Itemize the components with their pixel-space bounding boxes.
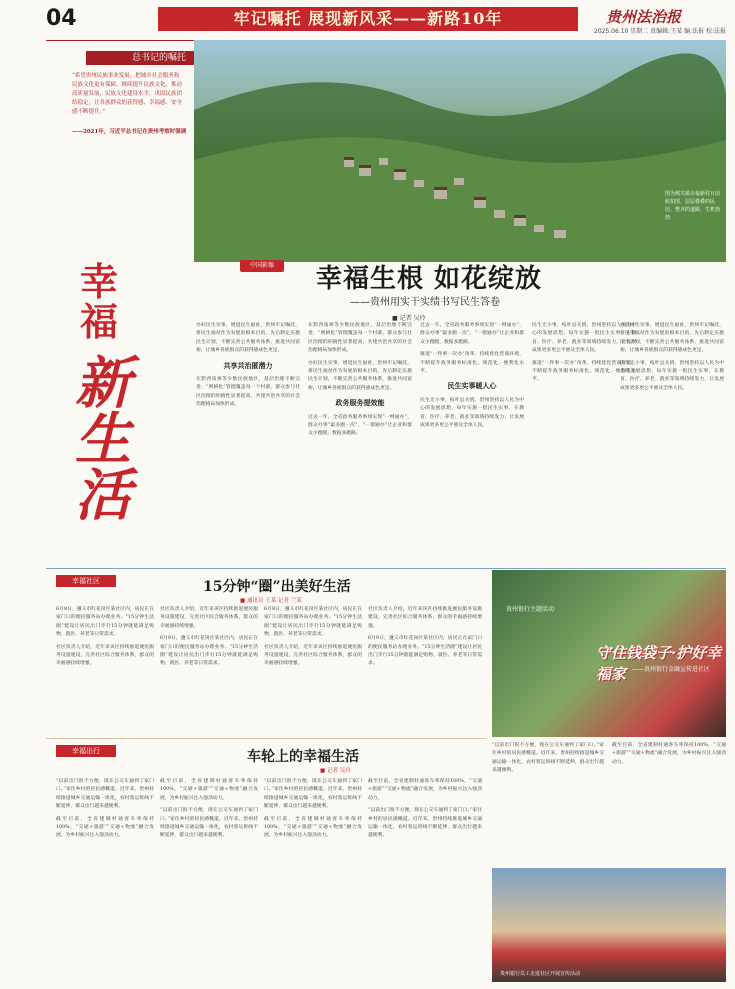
article3-para: 截至目前，全省建制村通客车率保持100%，“交通+旅游”“交通+物流”融合发展，为乡村振兴注入强劲动力。 (612, 743, 726, 765)
article3-col-4 (368, 778, 482, 841)
main-para: 推进“一件事一次办”改革，持续优化营商环境，不断提升政务服务标准化、规范化、便利化水平。 (420, 352, 524, 375)
community-photo-caption: 贵州银行员工走进社区开展宣传活动 (500, 971, 581, 977)
article2-para: 社区负责人介绍，近年来该区持续推进便民服务设施建设，完善社区综合服务体系，群众的幸福感持续增强。 (368, 607, 482, 629)
article2-para: 6月9日，遵义市红花岗区某社区内，居民正在家门口的便民服务站办理业务。“15分钟生活圈”建设让居民出门步行15分钟就能满足购物、就医、养老等日常需求。 (160, 636, 258, 667)
main-para: 过去一年，全省政务服务事项实现“一网通办”，群众办事“最多跑一次”，“一窗通办”让企业和群众少跑腿，数据多跑路。 (308, 414, 412, 437)
article3-para: “以前出门很不方便，现在公交车通到了家门口。”家住乡村的居民感慨道。近年来，贵州持续推进城乡交通运输一体化，农村客运班线不断延伸，群众出行越来越便利。 (368, 808, 482, 839)
article3-para: 截至目前，全省建制村通客车率保持100%，“交通+旅游”“交通+物流”融合发展，为乡村振兴注入强劲动力。 (264, 816, 362, 839)
quote-text: “希望贵州民族事业发展，把城乡社会服务和民族文化更有保障，继续提升民族文化，推动高质量发展，民族文化建设水平，巩固民族团结稳定，让各族群众的获得感、幸福感、安全感不断提升。” (72, 73, 183, 115)
article2-byline: ■ 通讯员 王某 记者 兰某 (240, 598, 302, 604)
section-divider (46, 568, 726, 569)
article2-para: 社区负责人介绍，近年来该区持续推进便民服务设施建设，完善社区综合服务体系，群众的幸福感持续增强。 (160, 607, 258, 629)
bank-feature-subtitle: ——贵州银行金融宣传进社区 (632, 666, 711, 673)
feature-title (64, 259, 134, 532)
article2-col-2 (160, 606, 258, 669)
article3-tag: 幸福出行 (56, 745, 116, 757)
section-heading: 共享共治匿潜力 (223, 360, 273, 370)
main-headline: 幸福生根 如花绽放 (316, 264, 543, 294)
main-para: 民生无小事，枝叶总关情。贵州坚持以人民为中心的发展思想，每年实施一批民生实事，在教育、医疗、养老、就业等领域持续发力，让发展成果更多更公平惠及全体人民。 (620, 360, 724, 391)
article3-para: 截至目前，全省建制村通客车率保持100%，“交通+旅游”“交通+物流”融合发展，为乡村振兴注入强劲动力。 (56, 816, 154, 839)
main-col-3 (420, 322, 524, 430)
masthead: 贵州法治报 (606, 8, 682, 26)
right-col-1 (492, 742, 604, 776)
article3-para: “以前出门很不方便，现在公交车通到了家门口。”家住乡村的居民感慨道。近年来，贵州持续推进城乡交通运输一体化，农村客运班线不断延伸，群众出行越来越便利。 (160, 808, 258, 839)
section-heading: 民生实事暖人心 (447, 381, 497, 391)
article2-col-3 (264, 606, 362, 669)
village-illustration (194, 40, 726, 262)
feature-title-line2: 新生活 (66, 353, 132, 521)
article3-para: “以前出门很不方便，现在公交车通到了家门口。”家住乡村的居民感慨道。近年来，贵州持续推进城乡交通运输一体化，农村客运班线不断延伸，群众出行越来越便利。 (264, 779, 362, 810)
main-col-2 (308, 322, 412, 439)
main-para: 办好民生实事，增进民生福祉，贵州牢记嘱托，将民生福祉作为发展的根本目的，先后制定实施民生计划，不断完善公共服务体系，推进共同富裕，让城乡各族群众的获得感成色更足。 (620, 323, 724, 354)
main-byline: ■ 记者 吴玲 (392, 315, 426, 322)
article3-byline: ■ 记者 吴玲 (320, 768, 351, 774)
main-para: 民生无小事，枝叶总关情。贵州坚持以人民为中心的发展思想，每年实施一批民生实事，在教育、医疗、养老、就业等领域持续发力，让发展成果更多更公平惠及全体人民。 (532, 323, 636, 354)
main-para: 在黔西南州等少数民族地区，基层治理不断完善，“网格化”管理覆盖每一个村寨，群众参与社区治理的积极性显著提高，共建共治共享的社会治理格局加快形成。 (308, 323, 412, 354)
article3-headline: 车轮上的幸福生活 (247, 749, 359, 765)
section-banner: 牢记嘱托 展现新风采——新路10年 (158, 7, 578, 31)
main-para: 过去一年，全省政务服务事项实现“一网通办”，群众办事“最多跑一次”，“一窗通办”让企业和群众少跑腿，数据多跑路。 (420, 323, 524, 345)
article3-para: 截至目前，全省建制村通客车率保持100%，“交通+旅游”“交通+物流”融合发展，为乡村振兴注入强劲动力。 (368, 779, 482, 801)
page-number: 04 (46, 6, 77, 31)
section-heading: 政务服务提效能 (335, 398, 385, 408)
main-para: 民生无小事，枝叶总关情。贵州坚持以人民为中心的发展思想，每年实施一批民生实事，在教育、医疗、养老、就业等领域持续发力，让发展成果更多更公平惠及全体人民。 (420, 397, 524, 429)
bank-feature-title: 守住钱袋子·护好幸福家 (596, 644, 722, 683)
main-para: 在黔西南州等少数民族地区，基层治理不断完善，“网格化”管理覆盖每一个村寨，群众参与社区治理的积极性显著提高，共建共治共享的社会治理格局加快形成。 (196, 377, 300, 408)
right-col-2 (612, 742, 726, 767)
article2-col-1 (56, 606, 154, 669)
photo-caption: 图为城关镇幸福新村日前航拍图，层层叠叠的民居、整齐的道路，生机勃勃 (665, 191, 721, 221)
article3-col-3 (264, 778, 362, 841)
article2-col-4 (368, 606, 482, 669)
quote-title: 总书记的嘱托 (86, 51, 232, 65)
article2-tag: 幸福社区 (56, 575, 116, 587)
article2-headline: 15分钟“圈”出美好生活 (203, 579, 351, 595)
main-para: 办好民生实事，增进民生福祉，贵州牢记嘱托，将民生福祉作为发展的根本目的，先后制定实施民生计划，不断完善公共服务体系，推进共同富裕，让城乡各族群众的获得感成色更足。 (308, 360, 412, 391)
article2-para: 社区负责人介绍，近年来该区持续推进便民服务设施建设，完善社区综合服务体系，群众的幸福感持续增强。 (56, 644, 154, 667)
article3-para: “以前出门很不方便，现在公交车通到了家门口。”家住乡村的居民感慨道。近年来，贵州持续推进城乡交通运输一体化，农村客运班线不断延伸，群众出行越来越便利。 (492, 743, 604, 774)
article-divider (46, 738, 486, 739)
bank-photo-label: 贵州银行主题活动 (506, 606, 555, 613)
community-photo (492, 868, 726, 982)
main-col-5 (620, 322, 724, 393)
feature-title-line1: 幸福 (79, 259, 118, 344)
article2-para: 6月9日，遵义市红花岗区某社区内，居民正在家门口的便民服务站办理业务。“15分钟生活圈”建设让居民出门步行15分钟就能满足购物、就医、养老等日常需求。 (56, 607, 154, 638)
article3-para: 截至目前，全省建制村通客车率保持100%，“交通+旅游”“交通+物流”融合发展，为乡村振兴注入强劲动力。 (160, 779, 258, 801)
aerial-photo (194, 40, 726, 262)
main-col-1 (196, 322, 300, 410)
section-ribbon: 中国影像 (240, 260, 284, 272)
article3-para: “以前出门很不方便，现在公交车通到了家门口。”家住乡村的居民感慨道。近年来，贵州持续推进城乡交通运输一体化，农村客运班线不断延伸，群众出行越来越便利。 (56, 779, 154, 810)
article2-para: 6月9日，遵义市红花岗区某社区内，居民正在家门口的便民服务站办理业务。“15分钟生活圈”建设让居民出门步行15分钟就能满足购物、就医、养老等日常需求。 (368, 636, 482, 667)
article2-para: 6月9日，遵义市红花岗区某社区内，居民正在家门口的便民服务站办理业务。“15分钟生活圈”建设让居民出门步行15分钟就能满足购物、就医、养老等日常需求。 (264, 607, 362, 638)
dateline: 2025.06.10 星期二 贵编辑:王某 编:法报 校:法报 (594, 28, 727, 35)
article2-para: 社区负责人介绍，近年来该区持续推进便民服务设施建设，完善社区综合服务体系，群众的幸福感持续增强。 (264, 644, 362, 667)
main-para: 推进“一件事一次办”改革，持续优化营商环境，不断提升政务服务标准化、规范化、便利化水平。 (532, 360, 636, 383)
main-para: 办好民生实事，增进民生福祉，贵州牢记嘱托，将民生福祉作为发展的根本目的，先后制定实施民生计划，不断完善公共服务体系，推进共同富裕，让城乡各族群众的获得感成色更足。 (196, 323, 300, 354)
main-subheadline: ——贵州用实干实绩书写民生答卷 (350, 297, 500, 308)
article3-col-2 (160, 778, 258, 841)
quote-source: ——2021年，习近平总书记在贵州考察时强调 (72, 129, 187, 135)
article3-col-1 (56, 778, 154, 841)
